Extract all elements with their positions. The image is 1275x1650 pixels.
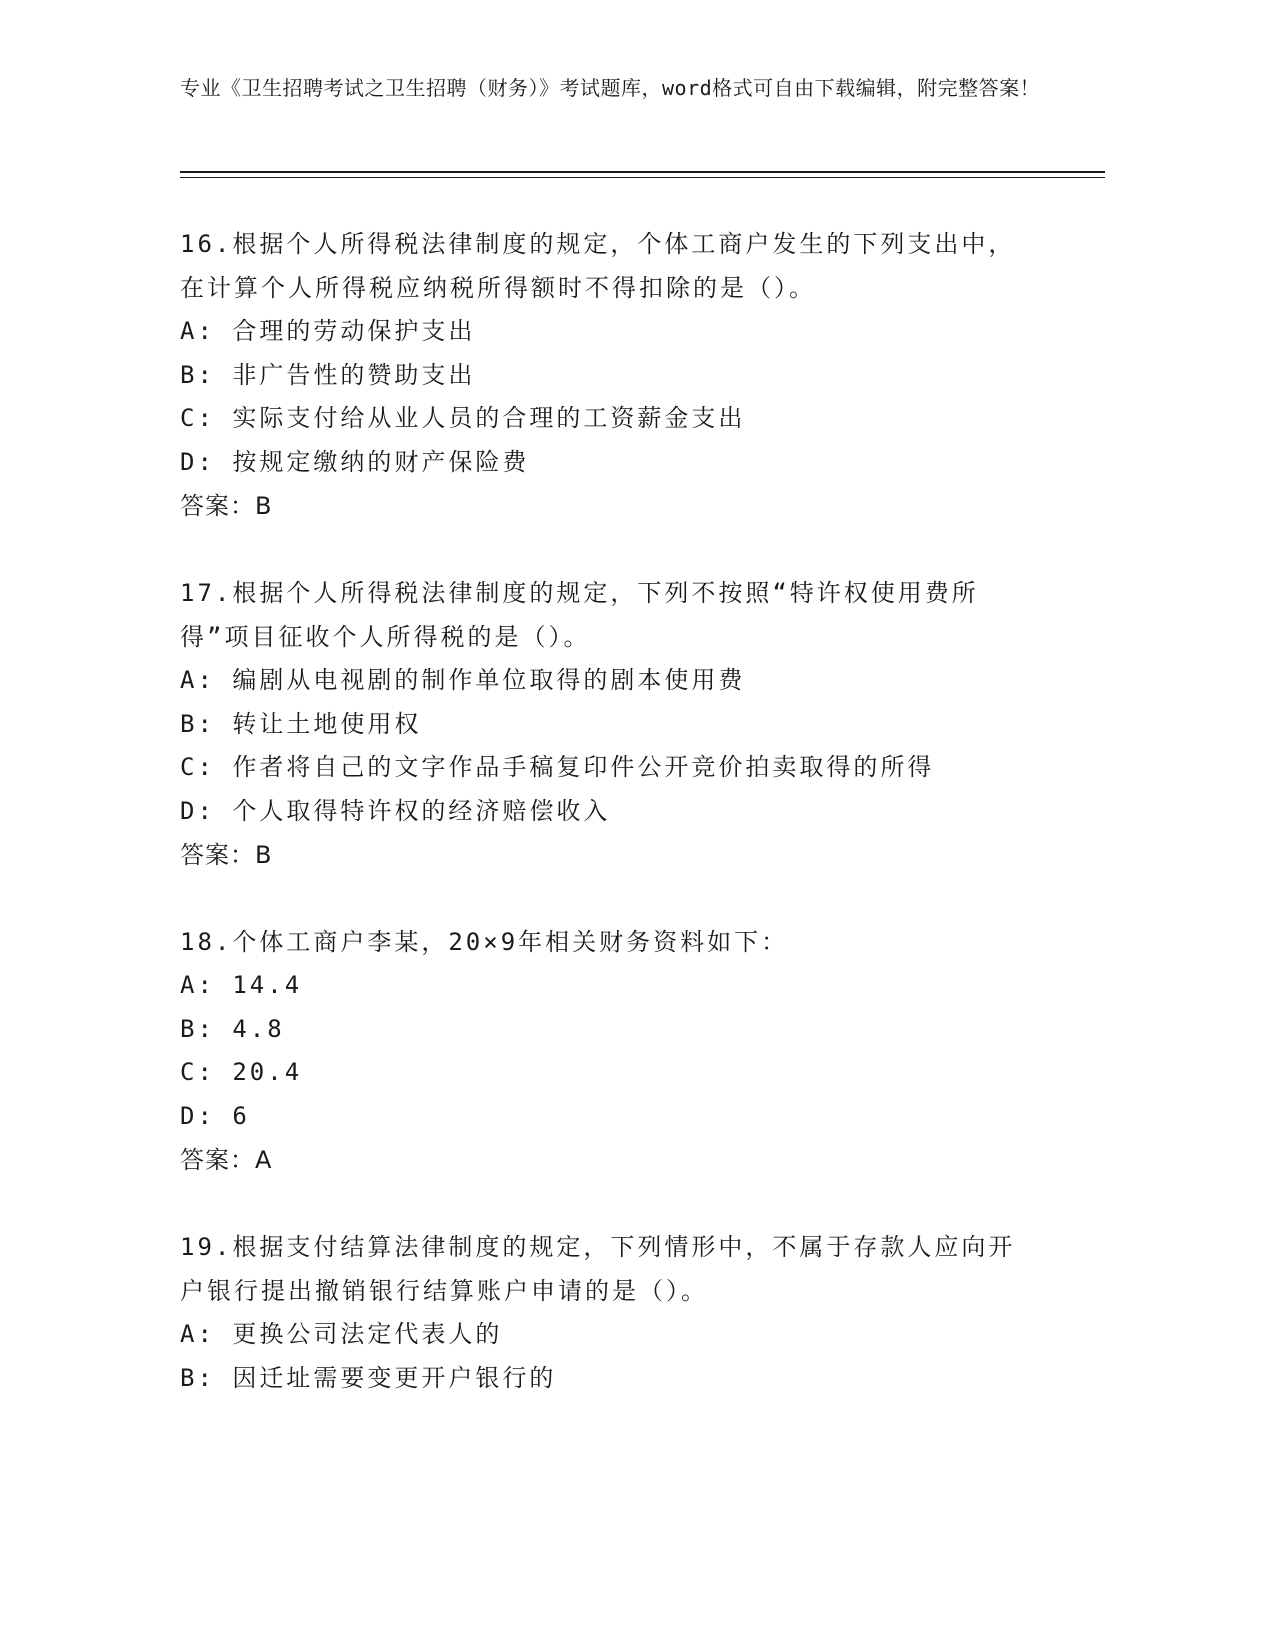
question-16 bbox=[180, 222, 1040, 528]
option-a: A: 编剧从电视剧的制作单位取得的剧本使用费 bbox=[180, 666, 746, 694]
option-b: B: 因迁址需要变更开户银行的 bbox=[180, 1363, 557, 1392]
option-c: C: 20.4 bbox=[180, 1058, 303, 1086]
question-19 bbox=[180, 1225, 1040, 1400]
header-divider bbox=[180, 171, 1105, 173]
option-d: D: 个人取得特许权的经济赔偿收入 bbox=[180, 796, 611, 825]
header-divider-thin bbox=[180, 177, 1105, 178]
option-a: A: 14.4 bbox=[180, 971, 303, 999]
option-c: C: 作者将自己的文字作品手稿复印件公开竞价拍卖取得的所得 bbox=[180, 753, 935, 781]
question-17 bbox=[180, 571, 1040, 877]
option-b: B: 转让土地使用权 bbox=[180, 709, 422, 738]
option-c: C: 实际支付给从业人员的合理的工资薪金支出 bbox=[180, 404, 746, 432]
question-stem: 18.个体工商户李某，20×9年相关财务资料如下： bbox=[180, 928, 789, 956]
question-stem: 17.根据个人所得税法律制度的规定，下列不按照“特许权使用费所得”项目征收个人所得税的是（）。 bbox=[180, 579, 979, 651]
question-stem: 19.根据支付结算法律制度的规定，下列情形中，不属于存款人应向开户银行提出撤销银行结算账户申请的是（）。 bbox=[180, 1233, 1016, 1305]
answer: 答案：B bbox=[180, 841, 273, 869]
answer: 答案：A bbox=[180, 1146, 273, 1174]
option-a: A: 合理的劳动保护支出 bbox=[180, 317, 476, 345]
answer: 答案：B bbox=[180, 492, 273, 520]
option-b: B: 4.8 bbox=[180, 1014, 285, 1043]
option-b: B: 非广告性的赞助支出 bbox=[180, 360, 476, 389]
option-a: A: 更换公司法定代表人的 bbox=[180, 1320, 503, 1348]
option-d: D: 按规定缴纳的财产保险费 bbox=[180, 447, 530, 476]
document-header: 专业《卫生招聘考试之卫生招聘（财务）》考试题库，word格式可自由下载编辑，附完整答案！ bbox=[180, 76, 1041, 100]
question-18 bbox=[180, 920, 1040, 1182]
question-stem: 16.根据个人所得税法律制度的规定，个体工商户发生的下列支出中，在计算个人所得税应纳税所得额时不得扣除的是（）。 bbox=[180, 230, 1016, 302]
option-d: D: 6 bbox=[180, 1101, 250, 1130]
